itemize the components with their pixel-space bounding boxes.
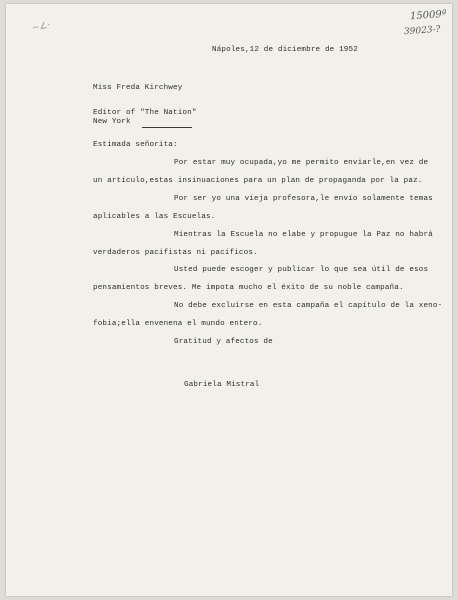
signature: Gabriela Mistral bbox=[184, 381, 260, 389]
body-line: Usted puede escoger y publicar lo que sea útil de esos bbox=[174, 266, 429, 274]
body-line: un artículo,estas insinuaciones para un plan de propaganda por la paz. bbox=[93, 177, 423, 185]
body-line: Mientras la Escuela no elabe y propugue la Paz no habrá bbox=[174, 231, 433, 239]
archive-code-2: 39023-? bbox=[403, 24, 441, 38]
ink-mark: ~∠· bbox=[31, 20, 52, 34]
body-line: No debe excluirse en esta campaña el capítulo de la xeno- bbox=[174, 302, 443, 310]
date-line: Nápoles,12 de diciembre de 1952 bbox=[212, 46, 358, 54]
body-line: verdaderos pacifistas ni pacíficos. bbox=[93, 249, 258, 257]
body-line: pensamientos breves. Me impota mucho el éxito de su noble campaña. bbox=[93, 284, 404, 292]
closing-line: Gratitud y afectos de bbox=[174, 338, 273, 346]
archive-code-1: 15009ª bbox=[409, 8, 447, 23]
recipient-underline bbox=[142, 127, 192, 128]
salutation: Estimada señorita: bbox=[93, 141, 178, 149]
body-line: fobia;ella envenena el mundo entero. bbox=[93, 320, 263, 328]
letter-page bbox=[6, 4, 452, 596]
body-line: Por ser yo una vieja profesora,le envío solamente temas bbox=[174, 195, 433, 203]
body-line: aplicables a las Escuelas. bbox=[93, 213, 216, 221]
recipient-name: Miss Freda Kirchwey bbox=[93, 84, 183, 92]
recipient-title: Editor of "The Nation" bbox=[93, 109, 197, 117]
recipient-city: New York bbox=[93, 118, 131, 126]
body-line: Por estar muy ocupada,yo me permito enviarle,en vez de bbox=[174, 159, 429, 167]
